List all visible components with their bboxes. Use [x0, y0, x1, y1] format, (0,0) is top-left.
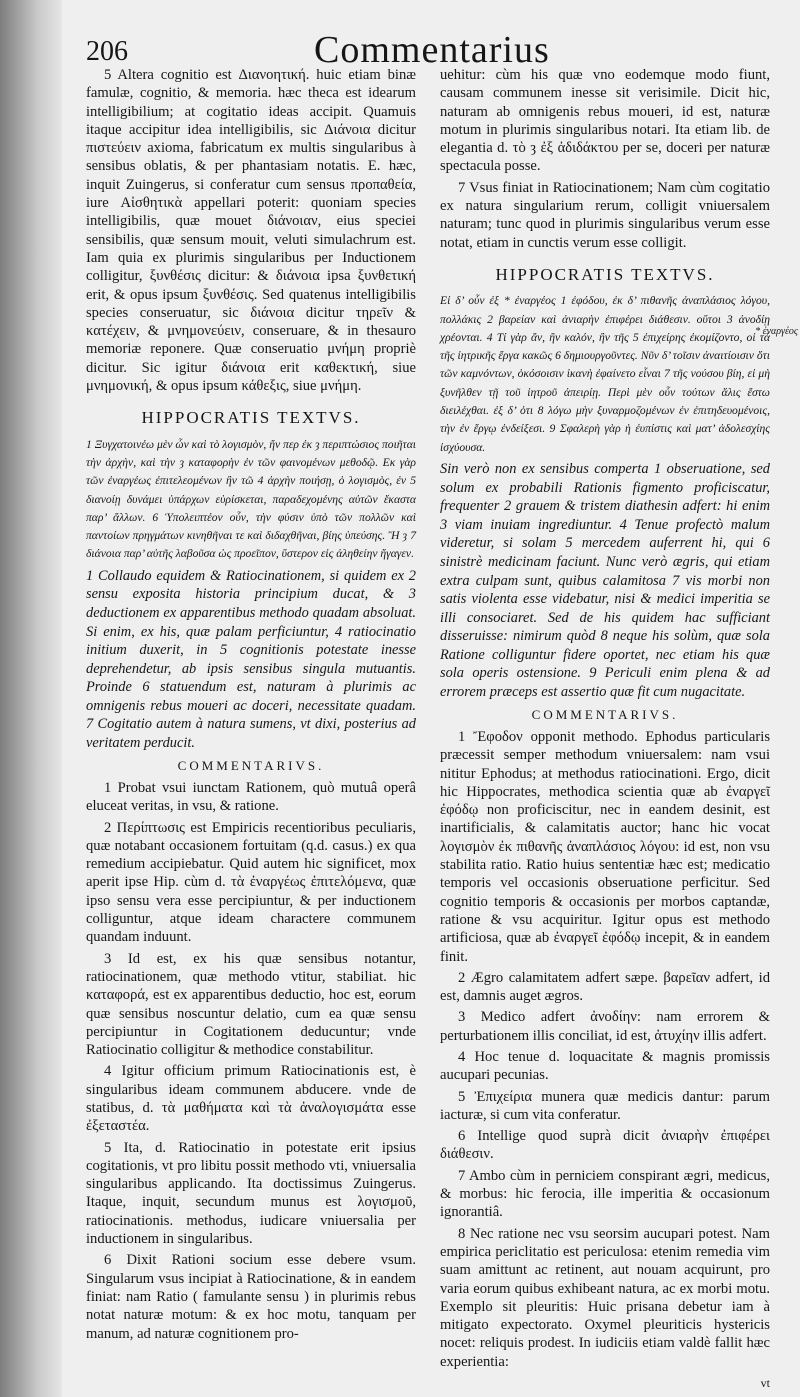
catchword: vt [760, 1376, 770, 1391]
left-column [86, 66, 416, 1392]
commentary-note: 4 Hoc tenue d. loquacitate & magnis promissis aucupari pecunias. [440, 1049, 770, 1084]
commentary-paragraph: uehitur: cùm his quæ vno eodemque modo fiunt, causam communem inesse sit verisimile. Dicit hic, naturam ab omnigenis rebus moueri, id est, naturæ motum in plurimis singularibus notari. Ita etiam lib. de elegantia d. τὸ ȝ ἐξ ἀδιδάκτου per se, doceri per naturæ spectacula posse. [440, 67, 770, 175]
commentary-note: 5 Ἐπιχείρια munera quæ medicis dantur: parum iacturæ, si cum vita conferatur. [440, 1088, 770, 1123]
commentary-note: 3 Medico adfert ἀνοδίην: nam errorem & perturbationem illis conciliat, id est, ἀτυχίην illis adfert. [440, 1009, 770, 1044]
running-title: Commentarius [314, 29, 550, 71]
right-column [440, 66, 770, 1392]
commentary-note: 8 Nec ratione nec vsu seorsim aucupari potest. Nam empirica periclitatio est periculosa: etenim remedia vim suam amittunt ac retinent, aut nouam acquirunt, pro varia eorum quibus exhibeant natura, ac ex morbi motu. Exemplo sit pleuritis: Huic prisana debetur iam à mitigato expectorato. Oxymel pleuriticis hystericis nocet: reliquis prodest. In iudiciis etiam valdè fallit hæc experientia: [440, 1225, 770, 1370]
commentary-heading: COMMENTARIVS. [531, 706, 679, 722]
page-number: 206 [86, 36, 128, 67]
commentary-note: 2 Περίπτωσις est Empiricis recentioribus peculiaris, quæ notabant occasionem fortuitam (q.d. casus.) ex qua remedium accipiebatur. Quid autem hic significet, mox aperit ipse Hip. cùm d. τὰ ἐναργέως ἐπιτελόμενα, quæ ipso sensu vera esse percipiuntur, & per inductionem colliguntur, atque ideam characterе communem quandam induunt. [86, 819, 416, 946]
commentary-note: 3 Id est, ex his quæ sensibus notantur, ratiocinationem, quæ methodo vtitur, stabiliat. hic καταφορά, est ex apparentibus deductio, hoc est, eorum quæ sensibus noscuntur delatio, cum ea quæ sensu percipiuntur in Cogitationem deducuntur; vnde Ratiocinatio colligitur & methodice constabilitur. [86, 950, 416, 1059]
section-heading: HIPPOCRATIS TEXTVS. [141, 408, 361, 428]
greek-text: 1 Ξυγχατοινέω μὲν ὦν καὶ τὸ λογισμὸν, ἤν περ ἐκ ȝ περιπτώσιος ποιῆται τὴν ἀρχὴν, καὶ τὴν ȝ καταφορὴν ἐν τῶν φαινομένων μεθοδῷ. Εκ γὰρ τῶν ἐναργέως ἐπιτελεομένων ἢν τῶ 4 ἀρχὴν ποιήσῃ, ὁ λογισμὸς, ἐν 5 διανοίῃ δυνάμει ὑπάρχων εὑρίσκεται, παραδεχομένης αὐτῶν ἕκαστα παρ’ ἄλλων. 6 Ὑπολειπτέον οὖν, τὴν φύσιν ὑπὸ τῶν πολλῶν καὶ παντοίων πρηγμάτων κινηθῆναι τε καὶ διδαχθῆναι, βίης ὑπεύσης. Ἢ ȝ 7 διάνοια παρ’ αὐτῆς λαβοῦσα ὡς προεῖπον, ὕστερον εἰς ἀληθείην ἤγαγεν. [86, 437, 416, 561]
commentary-heading: COMMENTARIVS. [177, 757, 325, 773]
greek-text: Εἰ δ’ οὖν ἐξ * ἐναργέος 1 ἐφόδου, ἐκ δ’ πιθανῆς ἀναπλάσιος λόγου, πολλάκις 2 βαρείαν καὶ ἀνιαρὴν ἐπιφέρει διάθεσιν. οὕτοι 3 ἀνοδίῃ χρέονται. 4 Τί γὰρ ἄν, ἢν καλόν, ἢν τῆς 5 ἐπιχείρης ἐκομίζοντο, οἱ τὰ τῆς ἰητρικῆς ἔργα κακῶς 6 δημιουργοῦντες. Νῦν δ’ τοῖσιν ἀναιτίοισιν ὅτι τῶν καμνόντων, ὁκόσοισιν ἱκανὴ ἐφαίνετο εἶναι 7 τῆς νούσου βίη, εἰ μὴ ξυνῆλθεν τῇ τοῦ ἰητροῦ ἀπειρίῃ. Περὶ μὲν οὖν τούτων ἅλις ἔστω διειλέχθαι. ἐξ δ’ ὁτι 8 λόγω μὴν ξυναρμοζομένων ἐν ἐπιτηδευομένοις, τὴν ἐν ἔργῳ ἐνδείξεσι. 9 Σφαλερὴ γὰρ ἡ ἐυπίστις καὶ ματ’ ἀδολεσχίης ἰσχύουσα. [440, 294, 770, 454]
latin-translation: Sin verò non ex sensibus comperta 1 obseruatione, sed solum ex probabili Rationis figmento proficiscatur, frequenter 2 grauem & tristem diathesin adfert: hi enim 3 viam inuiam ingrediuntur. 4 Tenue profectò malum videretur, si solam 5 mercedem auferrent hi, qui 6 sinistrè medicinam faciunt. Nunc verò ægris, qui etiam extra culpam sunt, quibus calamitosa 7 vis morbi non satis violenta esse videbatur, nisi & medici imperitia se illi consociaret. Sed de his quidem hac sufficiant disseruisse: nimirum quòd 8 neque his solùm, quæ sola Ratione colliguntur fidere oportet, nec etiam his quæ sola operis ostensione. 9 Periculi enim plena & ad errorem præceps est assertio quæ fit cum nugacitate. [440, 460, 770, 701]
commentary-paragraph: 5 Altera cognitio est Διανοητική. huic etiam binæ famulæ, cognitio, & memoria. hæc theca est idearum intelligibilium; at cogitatio ideas accipit. Quamuis itaque accipitur idea intelligibilis, sic Διάνοια dicitur πιστεύειν axioma, fabricatum ex multis singularibus à sensibus oblatis, & per phantasiam notatis. E. hæc, inquit Zuingerus, si conferatur cum sensus προπαθεία, iure Αἰσθητικὰ appellari poterit: quoniam species intelligibilis, quæ mouet διάνοιαν, eius speciei sensibilis, quæ sensum mouit, veluti simulachrum est. Iam quia ex plurimis singularibus per Inductionem colligitur, ξυνθέσις dicitur: & διάνοια ipsa ξυνθετική erit, & opus ipsum ξυνθέσις. Sed quatenus intelligibilis species conseruatur, sic διάνοια dicitur τηρεῖν & κατέχειν, & μνημονεύειν, conseruare, & in thesauro memoriæ reponere. Quæ conseruatio μνήμη propriè dicitur. Sic igitur διάνοια erit καθεκτική, siue μνημονική, & opus ipsum κάθεξις, siue μνήμη. [86, 67, 416, 395]
commentary-note: 1 Probat vsui iunctam Rationem, quò mutuâ operâ eluceat veritas, in vsu, & ratione. [86, 779, 416, 815]
section-heading: HIPPOCRATIS TEXTVS. [495, 264, 715, 284]
commentary-note: 7 Ambo cùm in perniciem conspirant ægri, medicus, & morbus: hic ferocia, ille imperitia & occasionum ignorantiâ. [440, 1167, 770, 1221]
commentary-note: 4 Igitur officium primum Ratiocinationis est, è singularibus ideam communem abducere. vnde de statibus, d. τὰ μαθήματα καὶ τὰ ἀναλογισμάτα esse ἐξεταστέα. [86, 1063, 416, 1135]
commentary-paragraph: 7 Vsus finiat in Ratiocinationem; Nam cùm cogitatio ex natura singularium rerum, colligit vniuersalem naturam; tunc quod in plurimis singularibus verum esse notat, etiam in cunctis verum esse colligit. [440, 179, 770, 251]
commentary-note: 1 Ἔφοδον opponit methodo. Ephodus particularis præcessit semper methodum vniuersalem: nam vsui nititur Ephodus; at methodus ratiocinationi. Ergo, dicit hic Hippocrates, methodica scientia quæ ab ἐναργεῖ ἐφόδῳ non proficiscitur, nec in eandem desinit, est inartificialis, & calamitatis auctor; hanc hic vocat λογισμὸν ἐκ πιθανῆς ἀναπλάσιος λόγου: id est, non vsu stabilita ratio. Ratio huius sententiæ hæc est; medicatio temporis vel occasionis obseruatione perficitur. Sed cognitio temporis & occasionis per morbos captandæ, ratione & vsu acquiritur. Igitur opus est methodo artificiosa, quæ ab ἐναργεῖ ἐφόδῳ incepit, & in eandem finit. [440, 728, 770, 965]
commentary-note: 2 Ægro calamitatem adfert sæpe. βαρεῖαν adfert, id est, damnis auget ægros. [440, 969, 770, 1005]
latin-translation: 1 Collaudo equidem & Ratiocinationem, si quidem ex 2 sensu exposita historia principium ducat, & 3 deductionem ex apparentibus methodo quadam absoluat. Si enim, ex his, quæ palam perficiuntur, 4 ratiocinatio initium duxerit, in 5 cognitionis potestate inesse deprehendetur, ab ipsis sensibus singula mutuantis. Proinde 6 statuendum est, naturam à plurimis ac omnigenis rebus moueri ac doceri, necessitate quadam. 7 Cogitatio autem à natura sumens, vt dixi, posterius ad veritatem perducit. [86, 567, 416, 752]
commentary-note: 6 Intellige quod suprà dicit ἀνιαρὴν ἐπιφέρει διάθεσιν. [440, 1128, 770, 1163]
text-columns [86, 66, 770, 1392]
commentary-note: 6 Dixit Rationi socium esse debere vsum. Singularum vsus incipiat à Ratiocinatione, & in eandem finiat: nam Ratio ( famulante sensu ) in plurimis rebus notat naturæ motum: & ex hoc motu, tanquam per manum, ad naturæ cognitionem pro- [86, 1252, 416, 1342]
binding-gutter [0, 0, 62, 1397]
margin-note: * ἐναργέος [755, 326, 798, 337]
page-header [86, 14, 770, 71]
commentary-note: 5 Ita, d. Ratiocinatio in potestate erit ipsius cogitationis, vt pro libitu possit methodo vti, vniuersalia singularibus applicando. Ita doctissimus Zuingerus. Itaque, inquit, secundum munus est λογισμοῦ, ratiocinationis. methodus, iudicare vniuersalia per inductionem in singularibus. [86, 1139, 416, 1248]
